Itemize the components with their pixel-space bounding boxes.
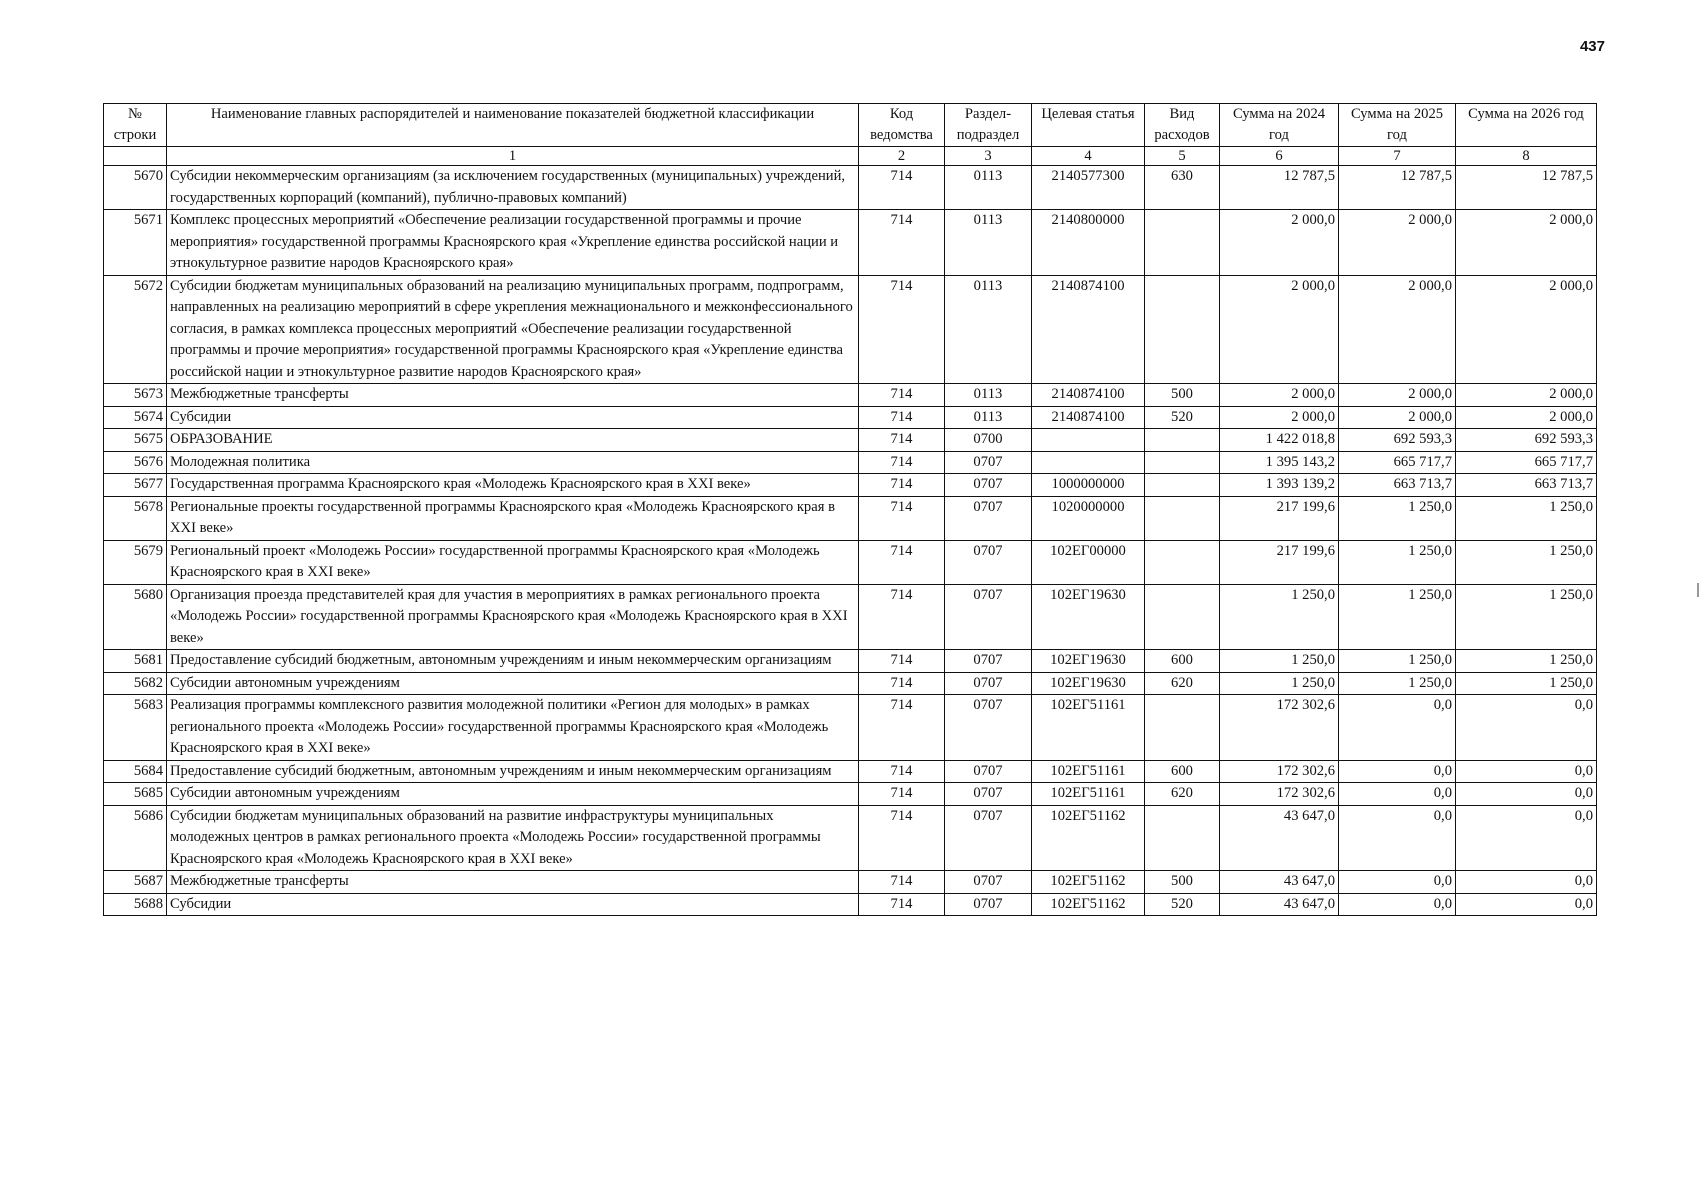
sum-2026: 0,0: [1456, 805, 1597, 871]
row-number: 5680: [104, 584, 167, 650]
target-article: 102ЕГ51162: [1032, 805, 1145, 871]
column-index: 8: [1456, 147, 1597, 166]
table-row: [104, 783, 1597, 806]
target-article: 102ЕГ51161: [1032, 760, 1145, 783]
table-row: [104, 871, 1597, 894]
table-row: [104, 275, 1597, 384]
department-code: 714: [859, 429, 945, 452]
sum-2024: 43 647,0: [1220, 871, 1339, 894]
row-number: 5679: [104, 540, 167, 584]
row-name: Региональный проект «Молодежь России» государственной программы Красноярского края «Молодежь Красноярского края в XXI веке»: [167, 540, 859, 584]
sum-2024: 1 393 139,2: [1220, 474, 1339, 497]
row-number: 5683: [104, 695, 167, 761]
expense-type: [1145, 496, 1220, 540]
header-target-article: Целевая статья: [1032, 104, 1145, 147]
sum-2025: 0,0: [1339, 805, 1456, 871]
sum-2026: 2 000,0: [1456, 210, 1597, 276]
section-code: 0707: [945, 584, 1032, 650]
row-number: 5685: [104, 783, 167, 806]
sum-2024: 2 000,0: [1220, 406, 1339, 429]
sum-2024: 12 787,5: [1220, 166, 1339, 210]
sum-2025: 1 250,0: [1339, 650, 1456, 673]
sum-2024: 1 422 018,8: [1220, 429, 1339, 452]
expense-type: 600: [1145, 760, 1220, 783]
row-number: 5678: [104, 496, 167, 540]
sum-2024: 1 250,0: [1220, 650, 1339, 673]
table-body: [104, 166, 1597, 916]
column-index: 6: [1220, 147, 1339, 166]
department-code: 714: [859, 275, 945, 384]
section-code: 0113: [945, 210, 1032, 276]
section-code: 0707: [945, 474, 1032, 497]
row-name: Государственная программа Красноярского края «Молодежь Красноярского края в XXI веке»: [167, 474, 859, 497]
sum-2025: 0,0: [1339, 783, 1456, 806]
header-expense-type: Вид расходов: [1145, 104, 1220, 147]
expense-type: 520: [1145, 406, 1220, 429]
department-code: 714: [859, 540, 945, 584]
sum-2025: 2 000,0: [1339, 210, 1456, 276]
sum-2025: 1 250,0: [1339, 540, 1456, 584]
column-index: 5: [1145, 147, 1220, 166]
row-name: Субсидии автономным учреждениям: [167, 783, 859, 806]
expense-type: [1145, 695, 1220, 761]
row-number: 5673: [104, 384, 167, 407]
expense-type: [1145, 540, 1220, 584]
sum-2024: 1 250,0: [1220, 584, 1339, 650]
sum-2024: 2 000,0: [1220, 210, 1339, 276]
table-row: [104, 584, 1597, 650]
table-row: [104, 384, 1597, 407]
expense-type: 630: [1145, 166, 1220, 210]
table-row: [104, 893, 1597, 916]
sum-2024: 1 250,0: [1220, 672, 1339, 695]
department-code: 714: [859, 672, 945, 695]
header-sum-2026: Сумма на 2026 год: [1456, 104, 1597, 147]
row-number: 5684: [104, 760, 167, 783]
sum-2025: 1 250,0: [1339, 672, 1456, 695]
sum-2025: 692 593,3: [1339, 429, 1456, 452]
sum-2025: 0,0: [1339, 893, 1456, 916]
sum-2025: 0,0: [1339, 760, 1456, 783]
header-name: Наименование главных распорядителей и наименование показателей бюджетной классификации: [167, 104, 859, 147]
row-name: Субсидии автономным учреждениям: [167, 672, 859, 695]
table-header: [104, 104, 1597, 166]
sum-2026: 0,0: [1456, 783, 1597, 806]
sum-2026: 1 250,0: [1456, 496, 1597, 540]
row-number: 5672: [104, 275, 167, 384]
sum-2025: 0,0: [1339, 695, 1456, 761]
sum-2024: 2 000,0: [1220, 384, 1339, 407]
sum-2024: 1 395 143,2: [1220, 451, 1339, 474]
expense-type: [1145, 275, 1220, 384]
target-article: 1000000000: [1032, 474, 1145, 497]
row-name: Комплекс процессных мероприятий «Обеспечение реализации государственной программы и прочие мероприятия» государственной программы Красноярского края «Укрепление единства российской нации и этнокультурное развитие народов Красноярского края»: [167, 210, 859, 276]
header-sum-2024: Сумма на 2024 год: [1220, 104, 1339, 147]
row-name: Субсидии: [167, 406, 859, 429]
row-number: 5671: [104, 210, 167, 276]
department-code: 714: [859, 384, 945, 407]
row-name: Молодежная политика: [167, 451, 859, 474]
expense-type: 620: [1145, 672, 1220, 695]
table-row: [104, 474, 1597, 497]
sum-2025: 12 787,5: [1339, 166, 1456, 210]
sum-2024: 2 000,0: [1220, 275, 1339, 384]
section-code: 0707: [945, 783, 1032, 806]
sum-2025: 1 250,0: [1339, 496, 1456, 540]
table-row: [104, 166, 1597, 210]
department-code: 714: [859, 805, 945, 871]
section-code: 0707: [945, 650, 1032, 673]
page-number: 437: [1579, 38, 1605, 55]
expense-type: 520: [1145, 893, 1220, 916]
column-index: 7: [1339, 147, 1456, 166]
table-row: [104, 540, 1597, 584]
column-index: 1: [167, 147, 859, 166]
sum-2025: 1 250,0: [1339, 584, 1456, 650]
target-article: [1032, 429, 1145, 452]
row-number: 5670: [104, 166, 167, 210]
header-department-code: Код ведомства: [859, 104, 945, 147]
row-number: 5675: [104, 429, 167, 452]
department-code: 714: [859, 871, 945, 894]
column-index: 4: [1032, 147, 1145, 166]
row-name: ОБРАЗОВАНИЕ: [167, 429, 859, 452]
row-name: Предоставление субсидий бюджетным, автономным учреждениям и иным некоммерческим организациям: [167, 760, 859, 783]
sum-2025: 663 713,7: [1339, 474, 1456, 497]
sum-2026: 663 713,7: [1456, 474, 1597, 497]
scan-mark: [1697, 583, 1699, 597]
expense-type: [1145, 451, 1220, 474]
target-article: 102ЕГ19630: [1032, 650, 1145, 673]
target-article: 102ЕГ51161: [1032, 695, 1145, 761]
section-code: 0707: [945, 805, 1032, 871]
department-code: 714: [859, 166, 945, 210]
target-article: 102ЕГ19630: [1032, 672, 1145, 695]
target-article: 2140577300: [1032, 166, 1145, 210]
section-code: 0707: [945, 893, 1032, 916]
target-article: 102ЕГ51162: [1032, 893, 1145, 916]
table-row: [104, 760, 1597, 783]
target-article: 2140874100: [1032, 275, 1145, 384]
sum-2025: 2 000,0: [1339, 384, 1456, 407]
header-sum-2025: Сумма на 2025 год: [1339, 104, 1456, 147]
sum-2026: 1 250,0: [1456, 584, 1597, 650]
budget-table: [103, 103, 1597, 916]
expense-type: [1145, 429, 1220, 452]
section-code: 0707: [945, 695, 1032, 761]
expense-type: 500: [1145, 384, 1220, 407]
sum-2025: 2 000,0: [1339, 406, 1456, 429]
sum-2025: 665 717,7: [1339, 451, 1456, 474]
department-code: 714: [859, 406, 945, 429]
section-code: 0707: [945, 760, 1032, 783]
row-number: 5677: [104, 474, 167, 497]
table-row: [104, 451, 1597, 474]
table-row: [104, 496, 1597, 540]
table-row: [104, 406, 1597, 429]
target-article: 2140874100: [1032, 384, 1145, 407]
sum-2026: 665 717,7: [1456, 451, 1597, 474]
column-index: [104, 147, 167, 166]
sum-2025: 2 000,0: [1339, 275, 1456, 384]
section-code: 0113: [945, 384, 1032, 407]
sum-2026: 0,0: [1456, 760, 1597, 783]
target-article: 102ЕГ51162: [1032, 871, 1145, 894]
target-article: 2140800000: [1032, 210, 1145, 276]
row-name: Организация проезда представителей края для участия в мероприятиях в рамках регионального проекта «Молодежь России» государственной программы Красноярского края «Молодежь Красноярского края в XXI веке»: [167, 584, 859, 650]
sum-2024: 217 199,6: [1220, 496, 1339, 540]
column-index: 2: [859, 147, 945, 166]
row-name: Субсидии бюджетам муниципальных образований на развитие инфраструктуры муниципальных молодежных центров в рамках регионального проекта «Молодежь России» государственной программы Красноярского края «Молодежь Красноярского края в XXI веке»: [167, 805, 859, 871]
sum-2024: 172 302,6: [1220, 760, 1339, 783]
target-article: [1032, 451, 1145, 474]
department-code: 714: [859, 584, 945, 650]
sum-2024: 43 647,0: [1220, 805, 1339, 871]
row-number: 5682: [104, 672, 167, 695]
sum-2026: 2 000,0: [1456, 384, 1597, 407]
row-name: Региональные проекты государственной программы Красноярского края «Молодежь Красноярского края в XXI веке»: [167, 496, 859, 540]
row-name: Межбюджетные трансферты: [167, 871, 859, 894]
department-code: 714: [859, 760, 945, 783]
sum-2026: 12 787,5: [1456, 166, 1597, 210]
target-article: 102ЕГ19630: [1032, 584, 1145, 650]
sum-2026: 692 593,3: [1456, 429, 1597, 452]
department-code: 714: [859, 451, 945, 474]
sum-2024: 172 302,6: [1220, 695, 1339, 761]
department-code: 714: [859, 474, 945, 497]
department-code: 714: [859, 695, 945, 761]
expense-type: [1145, 584, 1220, 650]
table-row: [104, 672, 1597, 695]
department-code: 714: [859, 893, 945, 916]
header-row: [104, 104, 1597, 147]
department-code: 714: [859, 783, 945, 806]
section-code: 0707: [945, 451, 1032, 474]
department-code: 714: [859, 496, 945, 540]
section-code: 0113: [945, 275, 1032, 384]
sum-2024: 43 647,0: [1220, 893, 1339, 916]
section-code: 0707: [945, 496, 1032, 540]
expense-type: 620: [1145, 783, 1220, 806]
row-name: Межбюджетные трансферты: [167, 384, 859, 407]
header-section: Раздел-подраздел: [945, 104, 1032, 147]
row-name: Реализация программы комплексного развития молодежной политики «Регион для молодых» в рамках регионального проекта «Молодежь России» государственной программы Красноярского края «Молодежь Красноярского края в XXI веке»: [167, 695, 859, 761]
expense-type: [1145, 210, 1220, 276]
row-number: 5681: [104, 650, 167, 673]
expense-type: [1145, 474, 1220, 497]
sum-2026: 0,0: [1456, 893, 1597, 916]
row-name: Субсидии бюджетам муниципальных образований на реализацию муниципальных программ, подпрограмм, направленных на реализацию мероприятий в сфере укрепления межнационального и межконфессионального согласия, в рамках комплекса процессных мероприятий «Обеспечение реализации государственной программы и прочие мероприятия» государственной программы Красноярского края «Укрепление единства российской нации и этнокультурное развитие народов Красноярского края»: [167, 275, 859, 384]
sum-2024: 172 302,6: [1220, 783, 1339, 806]
row-name: Субсидии: [167, 893, 859, 916]
sum-2026: 2 000,0: [1456, 406, 1597, 429]
table-row: [104, 695, 1597, 761]
sum-2026: 0,0: [1456, 871, 1597, 894]
section-code: 0113: [945, 166, 1032, 210]
row-number: 5687: [104, 871, 167, 894]
department-code: 714: [859, 210, 945, 276]
sum-2026: 2 000,0: [1456, 275, 1597, 384]
row-name: Субсидии некоммерческим организациям (за исключением государственных (муниципальных) учреждений, государственных корпораций (компаний), публично-правовых компаний): [167, 166, 859, 210]
expense-type: 500: [1145, 871, 1220, 894]
section-code: 0707: [945, 871, 1032, 894]
expense-type: 600: [1145, 650, 1220, 673]
sum-2026: 0,0: [1456, 695, 1597, 761]
row-number: 5676: [104, 451, 167, 474]
sum-2024: 217 199,6: [1220, 540, 1339, 584]
sum-2025: 0,0: [1339, 871, 1456, 894]
table-row: [104, 650, 1597, 673]
target-article: 102ЕГ51161: [1032, 783, 1145, 806]
target-article: 102ЕГ00000: [1032, 540, 1145, 584]
target-article: 2140874100: [1032, 406, 1145, 429]
table-row: [104, 429, 1597, 452]
header-row-number: № строки: [104, 104, 167, 147]
target-article: 1020000000: [1032, 496, 1145, 540]
row-number: 5688: [104, 893, 167, 916]
sum-2026: 1 250,0: [1456, 540, 1597, 584]
column-index-row: [104, 147, 1597, 166]
row-name: Предоставление субсидий бюджетным, автономным учреждениям и иным некоммерческим организациям: [167, 650, 859, 673]
sum-2026: 1 250,0: [1456, 672, 1597, 695]
section-code: 0700: [945, 429, 1032, 452]
expense-type: [1145, 805, 1220, 871]
column-index: 3: [945, 147, 1032, 166]
department-code: 714: [859, 650, 945, 673]
row-number: 5686: [104, 805, 167, 871]
section-code: 0113: [945, 406, 1032, 429]
section-code: 0707: [945, 540, 1032, 584]
table-row: [104, 210, 1597, 276]
table-row: [104, 805, 1597, 871]
row-number: 5674: [104, 406, 167, 429]
sum-2026: 1 250,0: [1456, 650, 1597, 673]
section-code: 0707: [945, 672, 1032, 695]
